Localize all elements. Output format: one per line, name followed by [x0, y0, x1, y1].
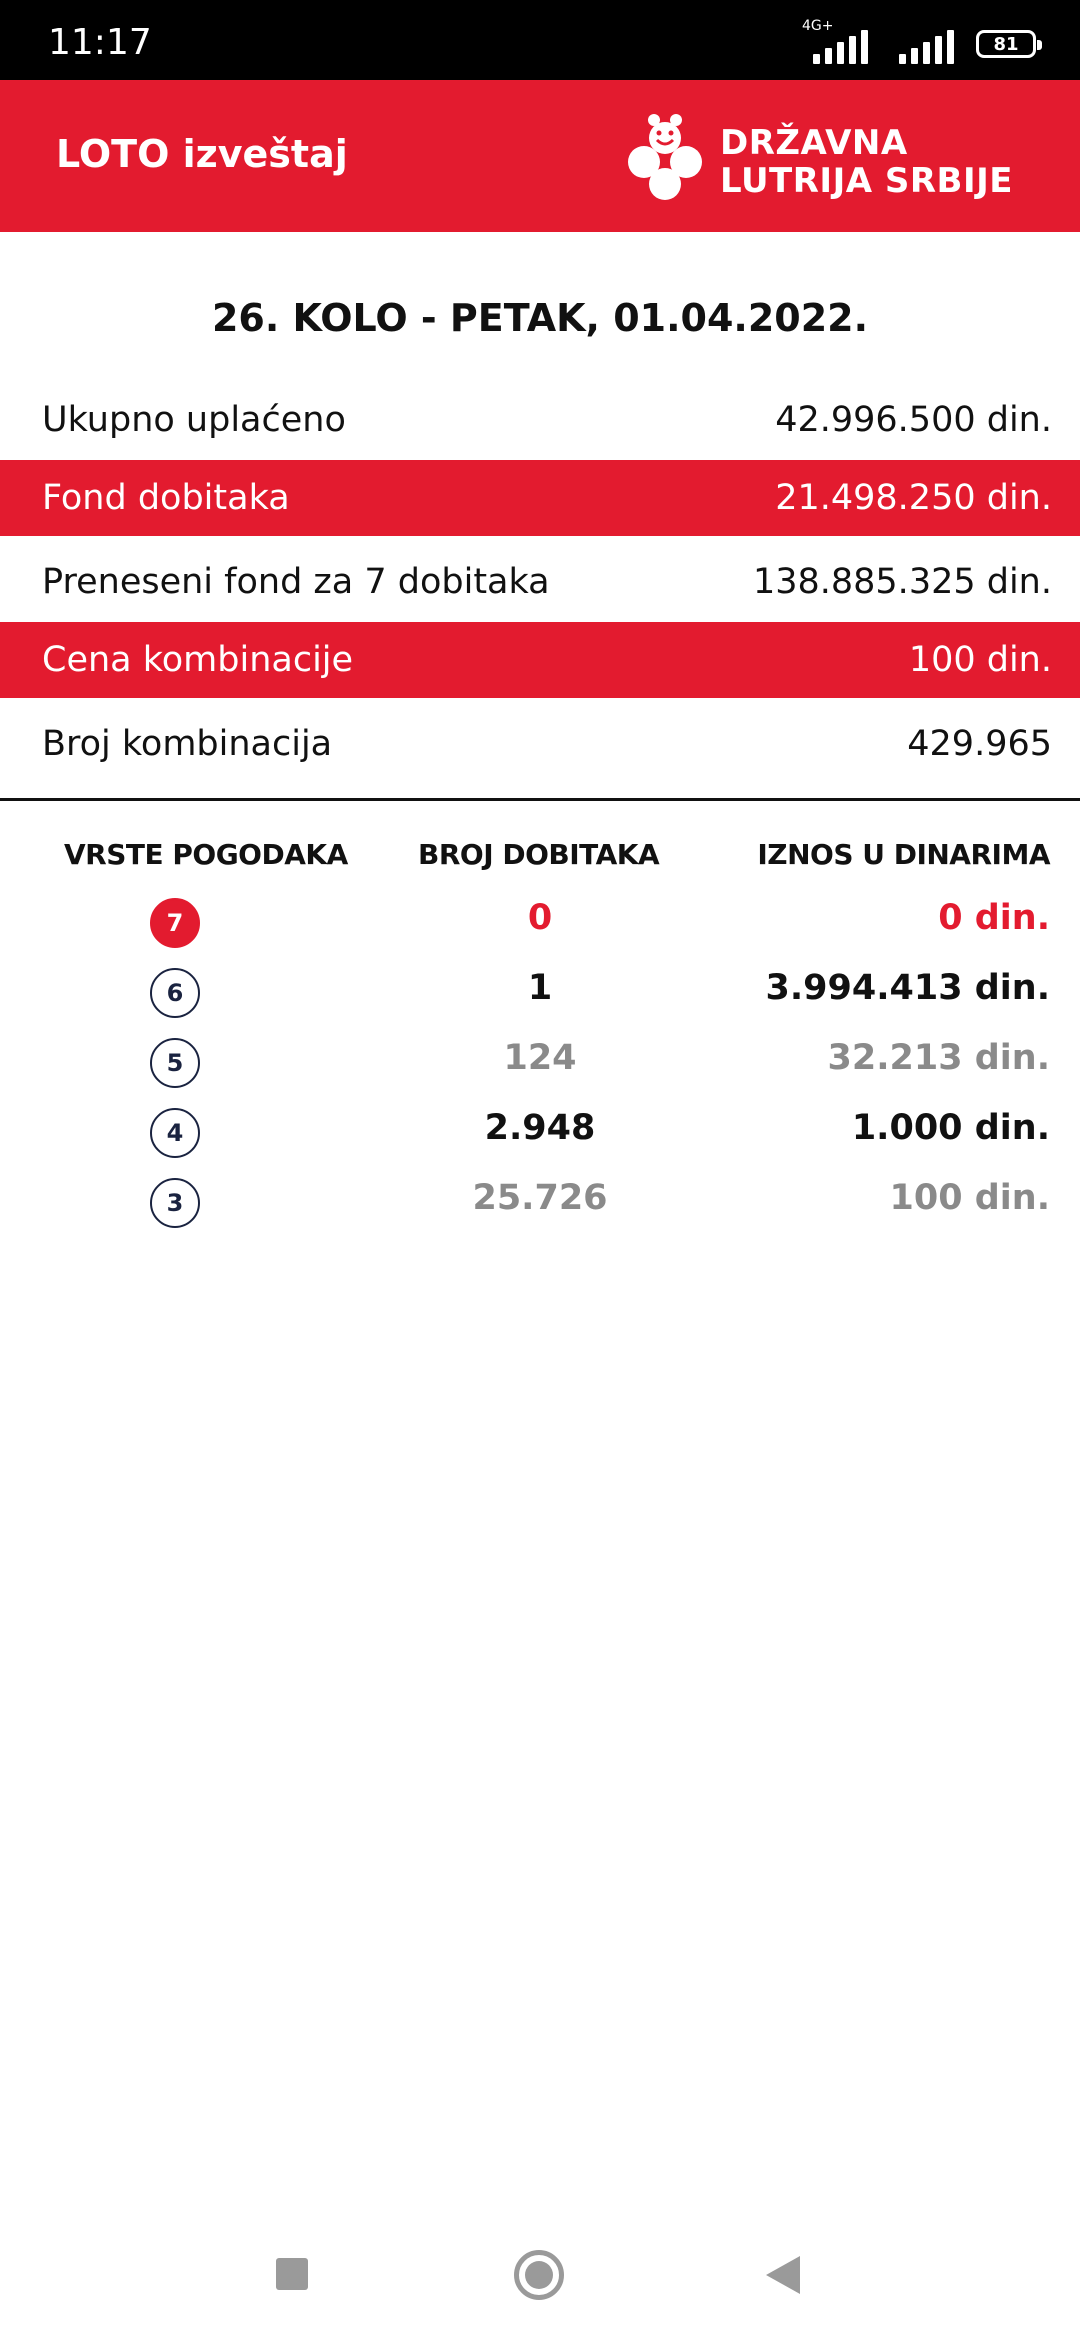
- winners-count: 1: [527, 968, 553, 1008]
- back-icon[interactable]: [766, 2256, 800, 2294]
- summary-value: 21.498.250 din.: [775, 478, 1052, 518]
- table-row: [0, 1108, 1080, 1168]
- summary-row: [0, 460, 1080, 536]
- recent-apps-icon[interactable]: [276, 2258, 308, 2290]
- hits-badge: 7: [150, 898, 200, 948]
- lottery-logo: [620, 110, 1040, 210]
- app-header: [0, 80, 1080, 232]
- summary-label: Preneseni fond za 7 dobitaka: [42, 562, 550, 602]
- column-header-count: BROJ DOBITAKA: [418, 838, 660, 871]
- hits-badge: 4: [150, 1108, 200, 1158]
- battery-icon: [976, 30, 1036, 58]
- logo-text: [720, 124, 1013, 200]
- status-time: 11:17: [48, 22, 152, 63]
- summary-row: [0, 622, 1080, 698]
- summary-label: Broj kombinacija: [42, 724, 333, 764]
- column-header-amount: IZNOS U DINARIMA: [757, 838, 1050, 871]
- column-header-hits: VRSTE POGODAKA: [64, 838, 348, 871]
- summary-label: Ukupno uplaćeno: [42, 400, 346, 440]
- table-row: [0, 1038, 1080, 1098]
- prize-amount: 1.000 din.: [851, 1108, 1050, 1148]
- logo-line-2: LUTRIJA SRBIJE: [720, 161, 1013, 201]
- summary-row: [0, 544, 1080, 620]
- summary-label: Cena kombinacije: [42, 640, 354, 680]
- summary-label: Fond dobitaka: [42, 478, 290, 518]
- winners-count: 124: [503, 1038, 577, 1078]
- summary-value: 42.996.500 din.: [775, 400, 1052, 440]
- logo-line-1: DRŽAVNA: [720, 123, 908, 163]
- status-bar: [0, 0, 1080, 80]
- prize-amount: 3.994.413 din.: [765, 968, 1050, 1008]
- summary-row: [0, 382, 1080, 458]
- mobile-signal-icon: [802, 18, 868, 64]
- status-icons: [802, 18, 1036, 64]
- divider: [0, 798, 1080, 801]
- network-type: 4G+: [802, 18, 834, 34]
- page-title: LOTO izveštaj: [56, 132, 348, 176]
- hits-badge: 3: [150, 1178, 200, 1228]
- navigation-bar: [0, 2220, 1080, 2340]
- winners-count: 2.948: [484, 1108, 596, 1148]
- round-title: 26. KOLO - PETAK, 01.04.2022.: [211, 296, 869, 340]
- winners-count: 0: [527, 898, 553, 938]
- summary-value: 100 din.: [908, 640, 1052, 680]
- summary-row: [0, 706, 1080, 782]
- hits-badge: 6: [150, 968, 200, 1018]
- second-signal-icon: [890, 24, 954, 64]
- table-row: [0, 968, 1080, 1028]
- clover-logo-icon: [620, 110, 710, 210]
- home-icon[interactable]: [514, 2250, 564, 2300]
- hits-badge: 5: [150, 1038, 200, 1088]
- prize-amount: 32.213 din.: [827, 1038, 1050, 1078]
- table-row: [0, 1178, 1080, 1238]
- summary-value: 138.885.325 din.: [752, 562, 1052, 602]
- prize-amount: 100 din.: [889, 1178, 1050, 1218]
- winners-count: 25.726: [472, 1178, 608, 1218]
- table-row: [0, 898, 1080, 958]
- battery-level: 81: [993, 33, 1019, 55]
- summary-value: 429.965: [907, 724, 1052, 764]
- prize-amount: 0 din.: [938, 898, 1050, 938]
